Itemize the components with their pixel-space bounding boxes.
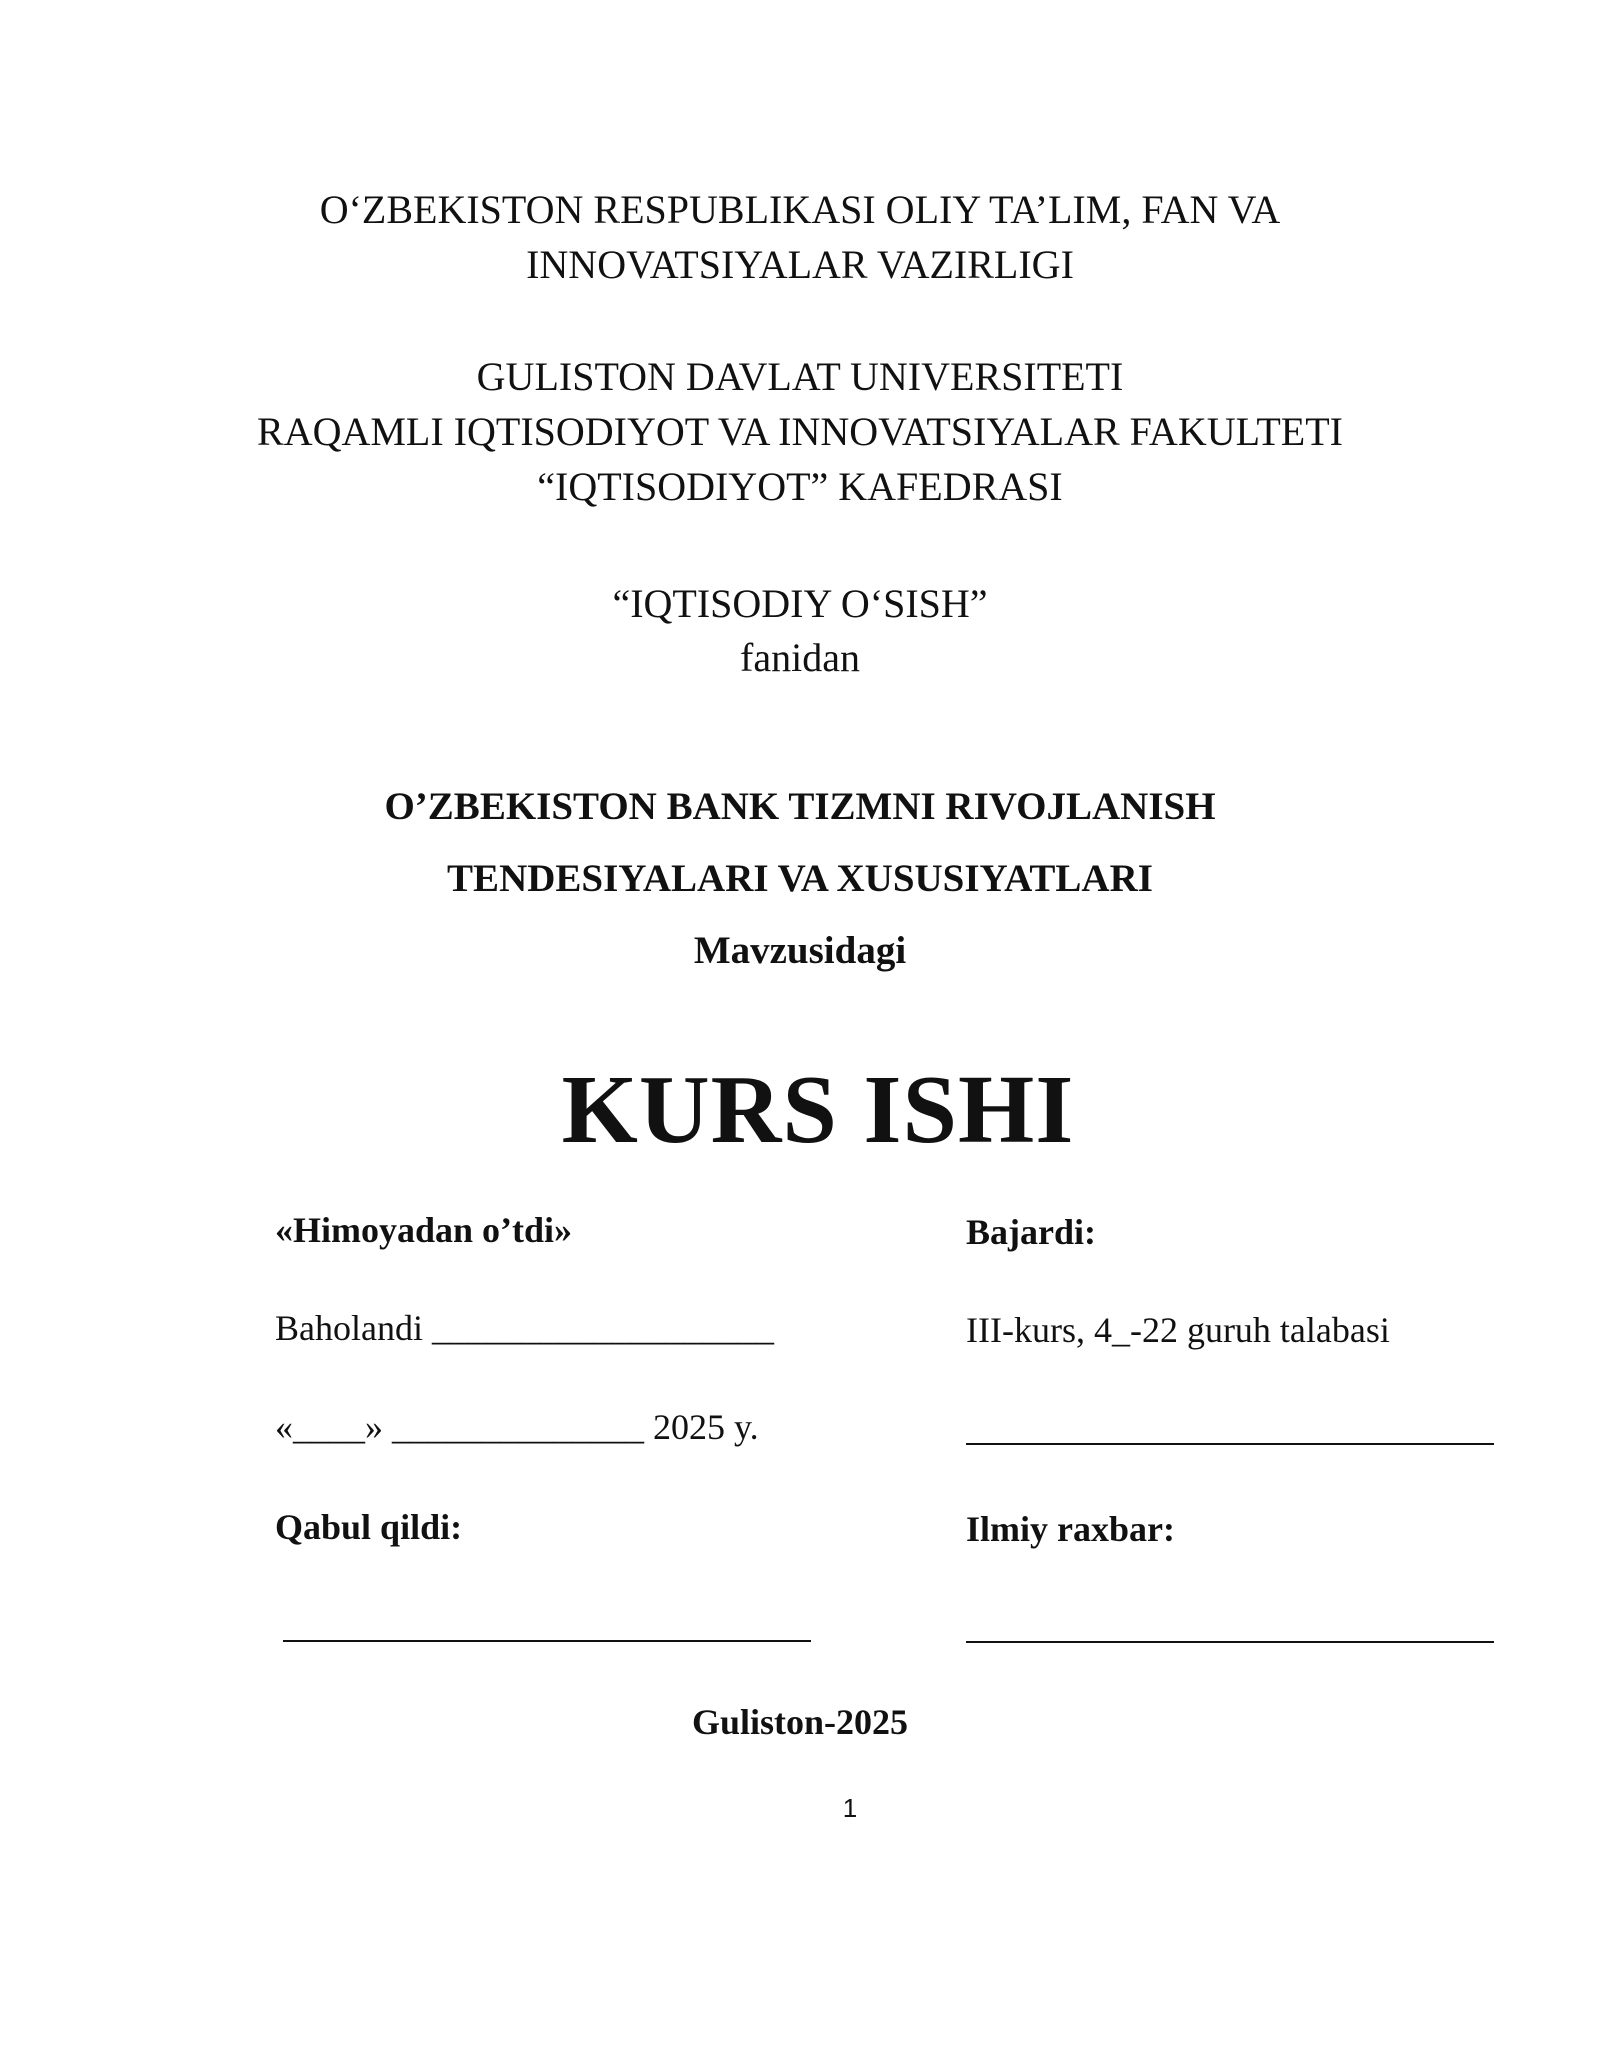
accepted-label: Qabul qildi:: [275, 1507, 463, 1547]
defended-label: «Himoyadan o’tdi»: [275, 1210, 573, 1250]
topic-suffix: Mavzusidagi: [693, 929, 907, 972]
graded-label: Baholandi ___________________: [275, 1308, 774, 1348]
subject-suffix: fanidan: [740, 635, 860, 680]
completed-label: Bajardi:: [966, 1212, 1096, 1252]
topic-line-2: TENDESIYALARI VA XUSUSIYATLARI: [447, 857, 1153, 900]
student-info: III-kurs, 4_-22 guruh talabasi: [966, 1310, 1390, 1350]
ministry-line-1: O‘ZBEKISTON RESPUBLIKASI OLIY TA’LIM, FAN VA: [319, 187, 1281, 232]
supervisor-label: Ilmiy raxbar:: [966, 1509, 1175, 1549]
ministry-line-2: INNOVATSIYALAR VAZIRLIGI: [526, 242, 1074, 287]
student-signature-line: [966, 1443, 1494, 1445]
date-line: «____» ______________ 2025 y.: [275, 1407, 759, 1447]
university-name: GULISTON DAVLAT UNIVERSITETI: [476, 354, 1124, 399]
subject-name: “IQTISODIY O‘SISH”: [612, 581, 988, 626]
document-title: KURS ISHI: [561, 1056, 1075, 1164]
topic-line-1: O’ZBEKISTON BANK TIZMNI RIVOJLANISH: [384, 785, 1216, 828]
accepted-signature-line: [283, 1640, 811, 1642]
place-year: Guliston-2025: [691, 1702, 909, 1742]
faculty-name: RAQAMLI IQTISODIYOT VA INNOVATSIYALAR FAKULTETI: [257, 409, 1343, 454]
page-number: 1: [842, 1793, 858, 1823]
department-name: “IQTISODIYOT” KAFEDRASI: [537, 464, 1063, 509]
supervisor-signature-line: [966, 1641, 1494, 1643]
